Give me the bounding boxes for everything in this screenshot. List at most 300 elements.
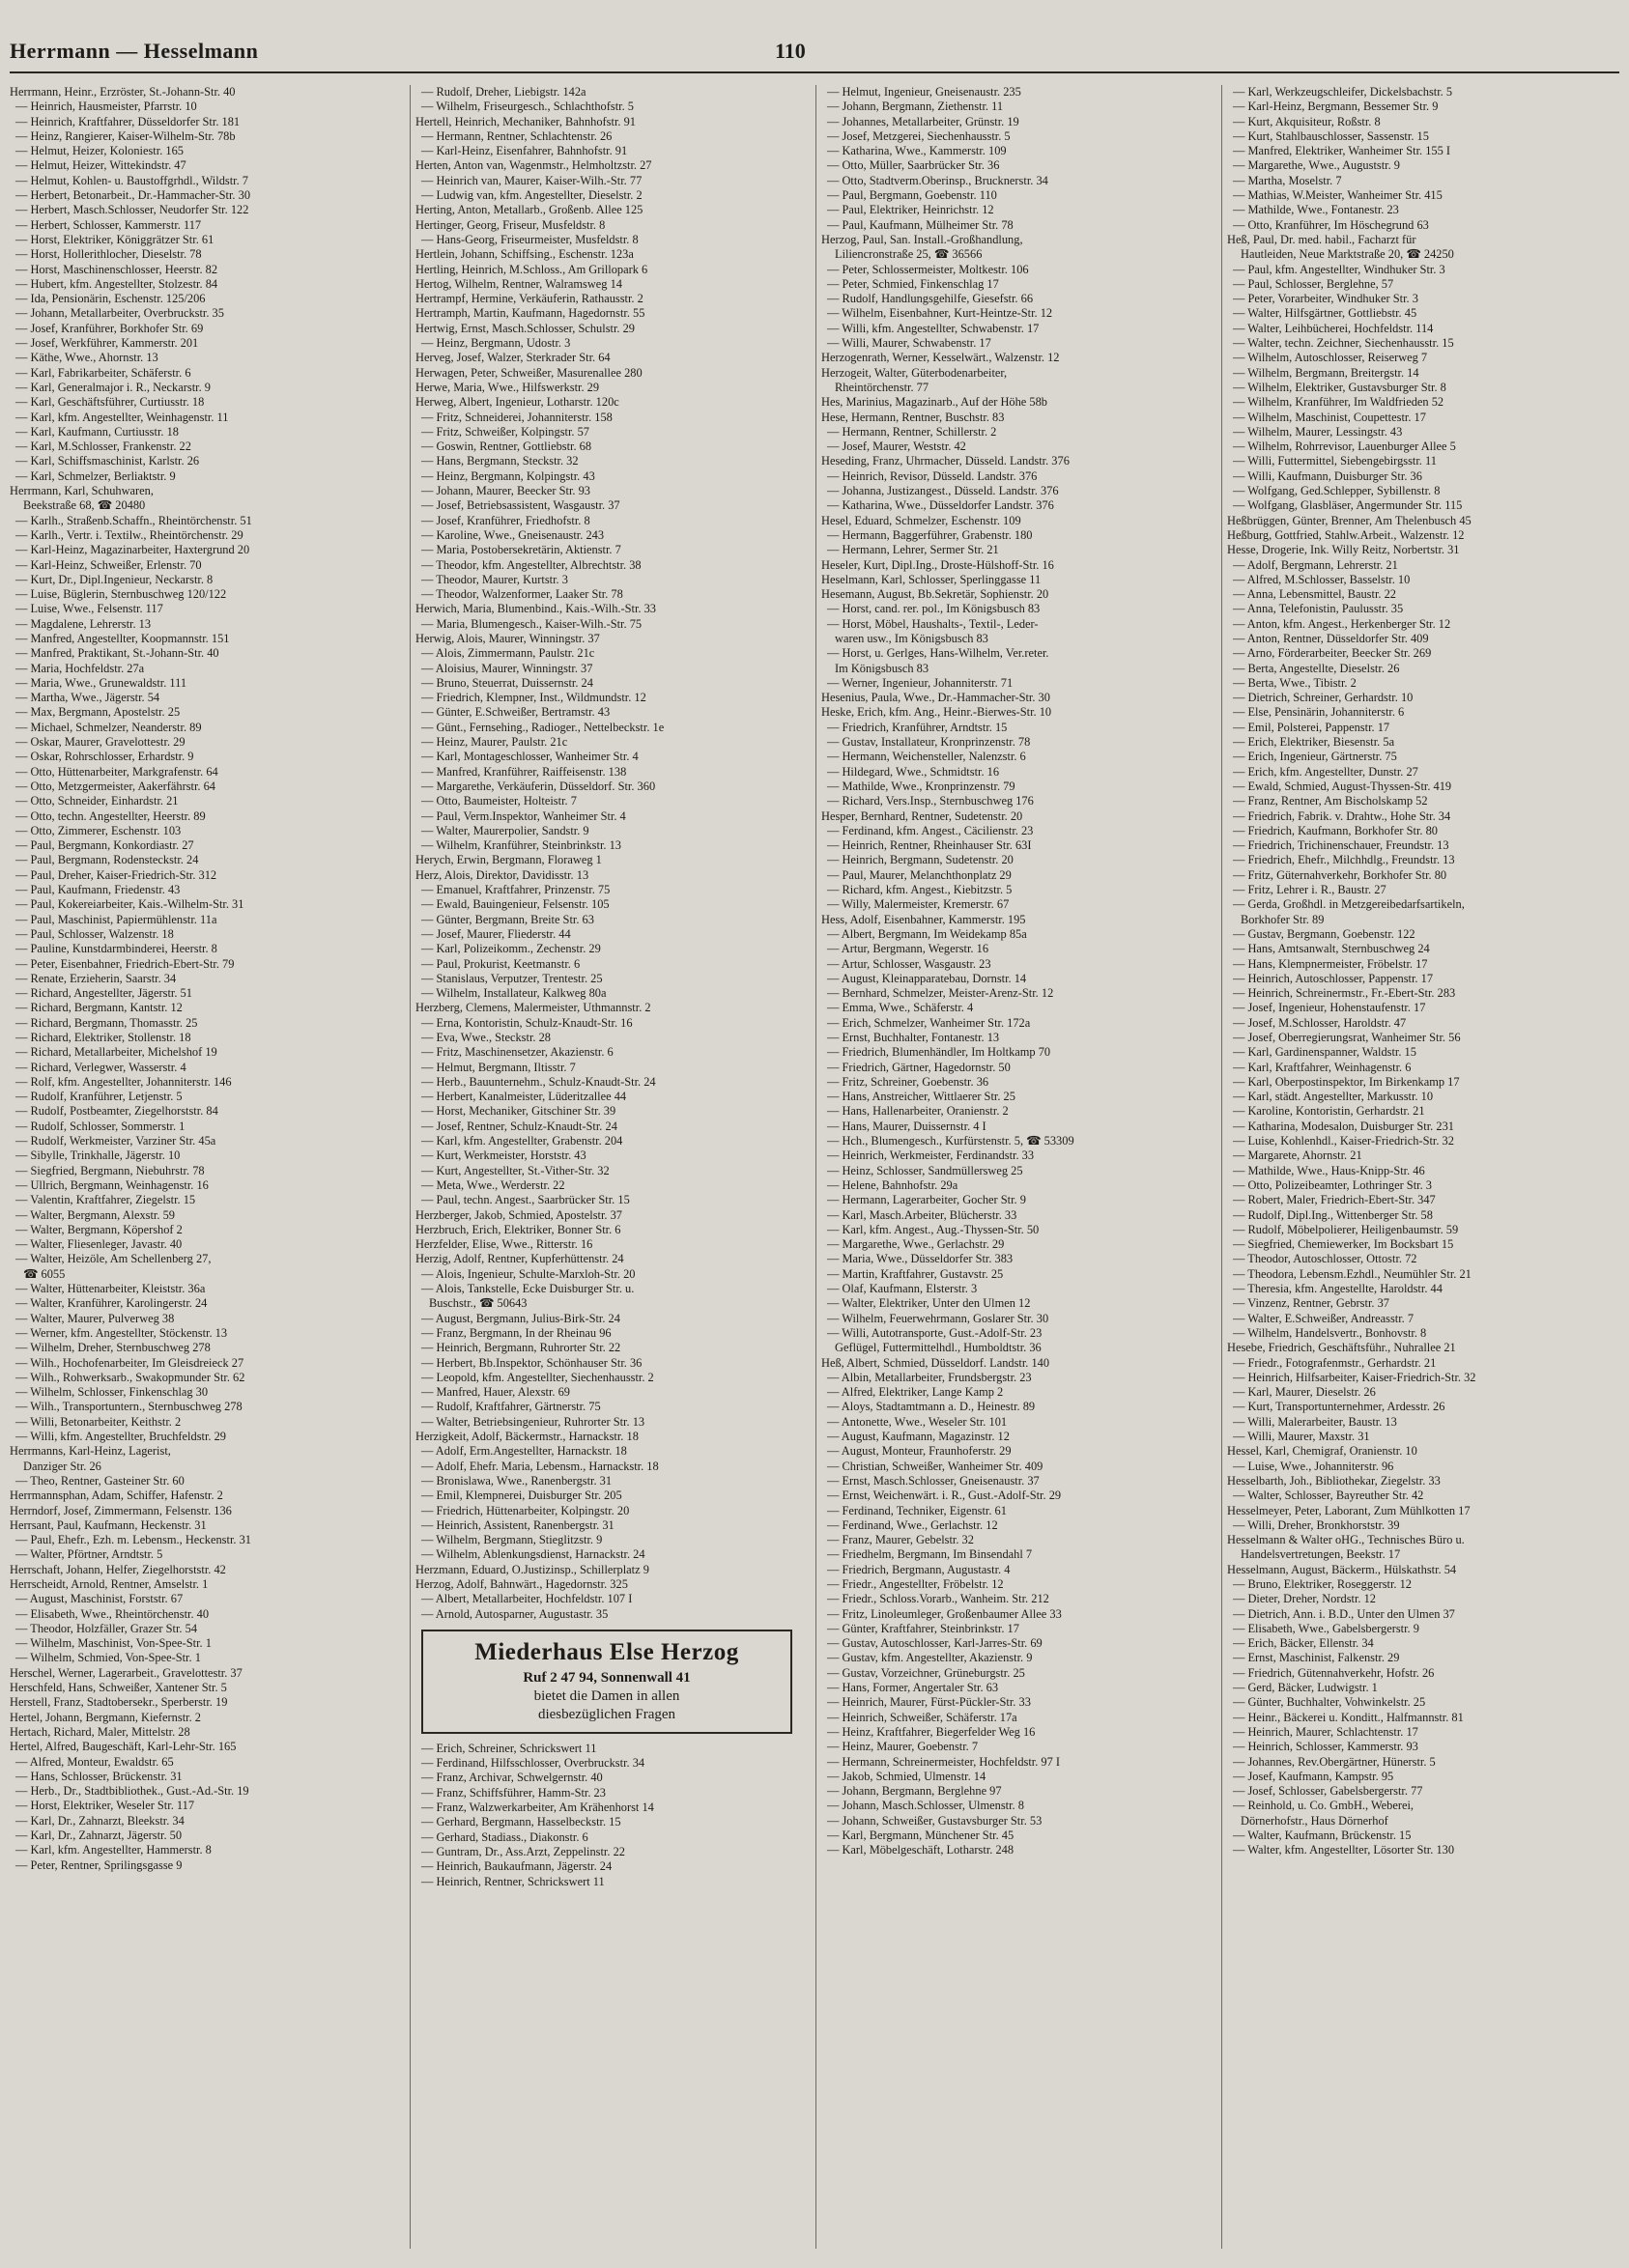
directory-entry: — Herbert, Masch.Schlosser, Neudorfer Str. 122 — [15, 203, 249, 217]
directory-entry: — Heinrich, Hilfsarbeiter, Kaiser-Friedrich-Str. 32 — [1233, 1370, 1476, 1384]
directory-entry: — Manfred, Kranführer, Raiffeisenstr. 138 — [421, 764, 627, 779]
directory-entry: — Heinrich, Assistent, Ranenbergstr. 31 — [421, 1517, 614, 1532]
directory-entry: — Franz, Rentner, Am Bischolskamp 52 — [1233, 794, 1428, 808]
directory-entry: — Ida, Pensionärin, Eschenstr. 125/206 — [15, 292, 206, 306]
directory-entry: — Ferdinand, Techniker, Eigenstr. 61 — [827, 1503, 1007, 1517]
directory-entry: — August, Bergmann, Julius-Birk-Str. 24 — [421, 1311, 620, 1325]
directory-entry: — Willi, Malerarbeiter, Baustr. 13 — [1233, 1414, 1397, 1429]
directory-entry: Herrschaft, Johann, Helfer, Ziegelhorststr. 42 — [10, 1562, 226, 1576]
directory-entry: — Wilh., Rohwerksarb., Swakopmunder Str. 62 — [15, 1370, 245, 1384]
page-title: Herrmann — Hesselmann — [10, 39, 259, 63]
directory-entry: — Karl, Oberpostinspektor, Im Birkenkamp 17 — [1233, 1074, 1460, 1089]
directory-entry: — Willi, Maurer, Schwabenstr. 17 — [827, 336, 991, 351]
directory-entry: — Heinrich, Schlosser, Kammerstr. 93 — [1233, 1740, 1418, 1754]
directory-entry: — Artur, Bergmann, Wegerstr. 16 — [827, 942, 989, 956]
directory-entry: — Adolf, Erm.Angestellter, Harnackstr. 18 — [421, 1444, 627, 1459]
directory-entry: — Ullrich, Bergmann, Weinhagenstr. 16 — [15, 1177, 209, 1192]
directory-entry: — Luise, Kohlenhdl., Kaiser-Friedrich-Str. 32 — [1233, 1134, 1454, 1148]
directory-entry: — Josef, Maurer, Weststr. 42 — [827, 439, 966, 454]
directory-entry: — Luise, Büglerin, Sternbuschweg 120/122 — [15, 587, 227, 602]
directory-entry: Herzogeit, Walter, Güterbodenarbeiter, — [821, 365, 1008, 380]
directory-entry: — Karl-Heinz, Bergmann, Bessemer Str. 9 — [1233, 99, 1439, 114]
directory-entry: — Paul, Bergmann, Konkordiastr. 27 — [15, 838, 194, 853]
directory-entry: — Theodor, Walzenformer, Laaker Str. 78 — [421, 587, 623, 602]
directory-entry: — Otto, techn. Angestellter, Heerstr. 89 — [15, 808, 206, 823]
directory-entry: — Heinr., Bäckerei u. Konditt., Halfmannstr. 81 — [1233, 1710, 1464, 1724]
directory-entry: — Johann, Metallarbeiter, Overbruckstr. 35 — [15, 306, 224, 321]
page-number: 110 — [775, 39, 806, 63]
directory-entry: — Wilhelm, Ablenkungsdienst, Harnackstr. 24 — [421, 1547, 645, 1562]
directory-entry: — Helmut, Heizer, Koloniestr. 165 — [15, 144, 184, 158]
directory-entry: Herzigkeit, Adolf, Bäckermstr., Harnackstr. 18 — [415, 1430, 639, 1444]
directory-entry: — Martin, Kraftfahrer, Gustavstr. 25 — [827, 1266, 1004, 1281]
directory-entry: — Margarethe, Wwe., Gerlachstr. 29 — [827, 1237, 1005, 1252]
directory-entry: — Alois, Zimmermann, Paulstr. 21c — [421, 646, 595, 661]
directory-entry: — Paul, Schlosser, Walzenstr. 18 — [15, 926, 174, 941]
directory-entry: — Paul, Schlosser, Berglehne, 57 — [1233, 276, 1394, 291]
directory-entry: — Karl, Schiffsmaschinist, Karlstr. 26 — [15, 454, 200, 468]
directory-entry: — Wilhelm, Rohrrevisor, Lauenburger Allee 5 — [1233, 439, 1456, 454]
directory-entry: — Goswin, Rentner, Gottliebstr. 68 — [421, 439, 592, 454]
directory-entry: — Horst, cand. rer. pol., Im Königsbusch 83 — [827, 602, 1041, 616]
directory-entry: — Johann, Schweißer, Gustavsburger Str. 53 — [827, 1813, 1043, 1828]
directory-entry: — Friedr., Schloss.Vorarb., Wanheim. Str. 212 — [827, 1592, 1049, 1606]
directory-entry: Herrscheidt, Arnold, Rentner, Amselstr. 1 — [10, 1576, 209, 1591]
directory-entry: Herrmannsphan, Adam, Schiffer, Hafenstr. 2 — [10, 1488, 223, 1503]
directory-entry: — Anton, Rentner, Düsseldorfer Str. 409 — [1233, 631, 1429, 645]
directory-entry: — Richard, Elektriker, Stollenstr. 18 — [15, 1031, 191, 1044]
directory-entry: — Richard, Angestellter, Jägerstr. 51 — [15, 986, 192, 1001]
directory-entry: — Karl, kfm. Angestellter, Grabenstr. 204 — [421, 1134, 623, 1148]
directory-entry: — Günter, Bergmann, Breite Str. 63 — [421, 912, 594, 926]
directory-entry: — Dietrich, Ann. i. B.D., Unter den Ulmen 37 — [1233, 1606, 1455, 1621]
directory-entry: — Paul, Kaufmann, Friedenstr. 43 — [15, 883, 181, 897]
directory-entry: — Josef, Kranführer, Borkhofer Str. 69 — [15, 321, 204, 335]
directory-entry: — Paul, Maurer, Melanchthonplatz 29 — [827, 867, 1012, 882]
directory-entry: — Karl, Fabrikarbeiter, Schäferstr. 6 — [15, 365, 191, 380]
page-header — [10, 39, 1619, 73]
directory-entry: — Ernst, Maschinist, Falkenstr. 29 — [1233, 1651, 1400, 1665]
directory-entry: — Walter, kfm. Angestellter, Lösorter Str. 130 — [1233, 1843, 1455, 1857]
directory-entry: Hessel, Karl, Chemigraf, Oranienstr. 10 — [1227, 1444, 1417, 1459]
directory-entry: — Fritz, Maschinensetzer, Akazienstr. 6 — [421, 1045, 614, 1060]
directory-entry: — Helmut, Kohlen- u. Baustoffgrhdl., Wildstr. 7 — [15, 173, 248, 187]
directory-entry: — Otto, Baumeister, Holteistr. 7 — [421, 794, 577, 808]
directory-entry: — Paul, Kokereiarbeiter, Kais.-Wilhelm-Str. 31 — [15, 897, 244, 912]
directory-entry: — Peter, Eisenbahner, Friedrich-Ebert-Str. 79 — [15, 956, 235, 971]
directory-entry: — Arnold, Autosparner, Augustastr. 35 — [421, 1606, 609, 1621]
directory-entry: — Maria, Wwe., Grunewaldstr. 111 — [15, 675, 187, 690]
directory-entry: — Paul, Ehefr., Ezh. m. Lebensm., Heckenstr. 31 — [15, 1533, 251, 1547]
column-4 — [1227, 85, 1617, 2258]
directory-entry: — Rudolf, Schlosser, Sommerstr. 1 — [15, 1119, 186, 1133]
directory-entry: Herwig, Alois, Maurer, Winningstr. 37 — [415, 631, 600, 645]
directory-entry: Dörnerhofstr., Haus Dörnerhof — [1241, 1813, 1388, 1828]
directory-entry: — Emil, Polsterei, Pappenstr. 17 — [1233, 720, 1390, 734]
directory-entry: — Herbert, Schlosser, Kammerstr. 117 — [15, 217, 202, 232]
directory-entry: — Gustav, Bergmann, Goebenstr. 122 — [1233, 926, 1415, 941]
directory-entry: — Heinz, Bergmann, Udostr. 3 — [421, 336, 571, 351]
directory-entry: — Wolfgang, Ged.Schlepper, Sybillenstr. 8 — [1233, 484, 1441, 498]
directory-entry: Hertlein, Johann, Schiffsing., Eschenstr. 123a — [415, 247, 634, 262]
directory-entry: — Bruno, Elektriker, Roseggerstr. 12 — [1233, 1576, 1412, 1591]
directory-entry: — Franz, Bergmann, In der Rheinau 96 — [421, 1325, 612, 1340]
directory-entry: Hertell, Heinrich, Mechaniker, Bahnhofstr. 91 — [415, 114, 636, 128]
directory-entry: — Gustav, Vorzeichner, Grüneburgstr. 25 — [827, 1665, 1025, 1680]
directory-entry: — Erich, Elektriker, Biesenstr. 5a — [1233, 735, 1395, 750]
directory-entry: — Gerda, Großhdl. in Metzgereibedarfsartikeln, — [1233, 897, 1465, 912]
directory-entry: — Wilhelm, Handelsvertr., Bonhovstr. 8 — [1233, 1325, 1427, 1340]
directory-entry: — Hans, Klempnermeister, Fröbelstr. 17 — [1233, 956, 1428, 971]
directory-entry: — Karl, Kaufmann, Curtiusstr. 18 — [15, 424, 179, 439]
directory-entry: — Friedrich, Kranführer, Arndtstr. 15 — [827, 720, 1008, 734]
directory-entry: Herveg, Josef, Walzer, Sterkrader Str. 64 — [415, 351, 611, 365]
directory-entry: — Heinrich, Rentner, Schrickswert 11 — [421, 1874, 605, 1888]
directory-entry: — Werner, kfm. Angestellter, Stöckenstr. 13 — [15, 1325, 228, 1340]
directory-entry: Heselmann, Karl, Schlosser, Sperlinggasse 11 — [821, 572, 1042, 586]
directory-entry: — Johannes, Metallarbeiter, Grünstr. 19 — [827, 114, 1019, 128]
directory-entry: — Dietrich, Schreiner, Gerhardstr. 10 — [1233, 691, 1414, 705]
advertisement-text-1: bietet die Damen in allen — [533, 1687, 680, 1704]
directory-entry: — Heinz, Rangierer, Kaiser-Wilhelm-Str. 78b — [15, 128, 236, 143]
directory-entry: — Wilhelm, Schmied, Von-Spee-Str. 1 — [15, 1651, 201, 1665]
directory-entry: — Helene, Bahnhofstr. 29a — [827, 1177, 958, 1192]
directory-entry: — Karl, Geschäftsführer, Curtiusstr. 18 — [15, 395, 205, 410]
directory-entry: Herschfeld, Hans, Schweißer, Xantener Str. 5 — [10, 1681, 227, 1695]
directory-entry: — Willi, kfm. Angestellter, Schwabenstr. 17 — [827, 321, 1040, 335]
directory-entry: — Heinrich, Rentner, Rheinhauser Str. 63I — [827, 838, 1032, 853]
directory-entry: — Karlh., Straßenb.Schaffn., Rheintörchenstr. 51 — [15, 513, 252, 527]
directory-entry: — Fritz, Linoleumleger, Großenbaumer Allee 33 — [827, 1606, 1062, 1621]
advertisement-phone: Ruf 2 47 94, Sonnenwall 41 — [523, 1669, 691, 1686]
directory-entry: — Hildegard, Wwe., Schmidtstr. 16 — [827, 764, 1000, 779]
directory-entry: — Günt., Fernsehing., Radioger., Nettelbeckstr. 1e — [421, 720, 665, 734]
directory-entry: — Wilhelm, Bergmann, Breitergstr. 14 — [1233, 365, 1419, 380]
directory-entry: — Magdalene, Lehrerstr. 13 — [15, 616, 152, 631]
directory-entry: — Kurt, Werkmeister, Horststr. 43 — [421, 1148, 586, 1163]
directory-entry: — Peter, Schmied, Finkenschlag 17 — [827, 276, 999, 291]
directory-entry: — Richard, Metallarbeiter, Michelshof 19 — [15, 1045, 217, 1060]
directory-entry: — Stanislaus, Verputzer, Trentestr. 25 — [421, 971, 603, 985]
directory-entry: — Günter, E.Schweißer, Bertramstr. 43 — [421, 705, 611, 720]
directory-entry: — Heinrich, Baukaufmann, Jägerstr. 24 — [421, 1859, 613, 1874]
directory-entry: — Rudolf, Dipl.Ing., Wittenberger Str. 58 — [1233, 1207, 1433, 1222]
directory-entry: — Walter, Bergmann, Köpershof 2 — [15, 1222, 183, 1236]
directory-entry: — Erich, Schmelzer, Wanheimer Str. 172a — [827, 1015, 1031, 1030]
directory-entry: Hertrampf, Hermine, Verkäuferin, Rathausstr. 2 — [415, 292, 643, 306]
directory-entry: — Max, Bergmann, Apostelstr. 25 — [15, 705, 181, 720]
directory-entry: — Otto, Stadtverm.Oberinsp., Brucknerstr. 34 — [827, 173, 1048, 187]
directory-entry: — Friedhelm, Bergmann, Im Binsendahl 7 — [827, 1547, 1033, 1562]
directory-entry: — Fritz, Schweißer, Kolpingstr. 57 — [421, 424, 589, 439]
directory-entry: — Hermann, Lagerarbeiter, Gocher Str. 9 — [827, 1193, 1026, 1207]
directory-entry: — Otto, Müller, Saarbrücker Str. 36 — [827, 158, 1000, 173]
directory-entry: — Josef, M.Schlosser, Haroldstr. 47 — [1233, 1015, 1407, 1030]
directory-entry: — Karl, Generalmajor i. R., Neckarstr. 9 — [15, 380, 211, 394]
directory-entry: — August, Kleinapparatebau, Dornstr. 14 — [827, 971, 1027, 985]
directory-entry: — Wilhelm, Kranführer, Im Waldfrieden 52 — [1233, 395, 1444, 410]
directory-entry: — Karlh., Vertr. i. Textilw., Rheintörchenstr. 29 — [15, 527, 243, 542]
directory-entry: Herting, Anton, Metallarb., Großenb. Allee 125 — [415, 203, 643, 217]
directory-entry: — Gerhard, Bergmann, Hasselbeckstr. 15 — [421, 1815, 621, 1829]
directory-entry: — Karoline, Kontoristin, Gerhardstr. 21 — [1233, 1104, 1425, 1119]
directory-entry: — Maria, Hochfeldstr. 27a — [15, 661, 145, 675]
directory-entry: — Paul, Elektriker, Heinrichstr. 12 — [827, 203, 994, 217]
directory-entry: ☎ 6055 — [23, 1266, 66, 1281]
directory-entry: — Theodor, Holzfäller, Grazer Str. 54 — [15, 1621, 198, 1635]
directory-entry: — Wilh., Transportuntern., Sternbuschweg 278 — [15, 1400, 243, 1414]
directory-entry: Herzig, Adolf, Rentner, Kupferhüttenstr. 24 — [415, 1252, 624, 1266]
directory-entry: — Maria, Postobersekretärin, Aktienstr. 7 — [421, 543, 621, 557]
directory-entry: — Friedrich, Klempner, Inst., Wildmundstr. 12 — [421, 691, 646, 705]
directory-entry: — Manfred, Hauer, Alexstr. 69 — [421, 1385, 571, 1400]
directory-entry: — Katharina, Modesalon, Duisburger Str. 231 — [1233, 1119, 1454, 1133]
directory-entry: Herten, Anton van, Wagenmstr., Helmholtzstr. 27 — [415, 158, 652, 173]
directory-entry: Heß, Albert, Schmied, Düsseldorf. Landstr. 140 — [821, 1355, 1050, 1370]
directory-entry: — Theodor, Autoschlosser, Ottostr. 72 — [1233, 1252, 1417, 1266]
directory-entry: — Wilhelm, Maschinist, Von-Spee-Str. 1 — [15, 1636, 212, 1651]
directory-entry: — Karl, Bergmann, Münchener Str. 45 — [827, 1829, 1015, 1843]
directory-entry: — Karl, kfm. Angest., Aug.-Thyssen-Str. 50 — [827, 1222, 1040, 1236]
directory-entry: — Wilhelm, Eisenbahner, Kurt-Heintze-Str. 12 — [827, 306, 1053, 321]
directory-entry: — Oskar, Maurer, Gravelottestr. 29 — [15, 735, 186, 750]
advertisement-title: Miederhaus Else Herzog — [474, 1638, 739, 1665]
directory-entry: — Kurt, Akquisiteur, Roßstr. 8 — [1233, 114, 1381, 128]
directory-entry: — Hermann, Weichensteller, Nalenzstr. 6 — [827, 750, 1026, 764]
directory-entry: — Karl, Dr., Zahnarzt, Bleekstr. 34 — [15, 1813, 185, 1828]
directory-entry: — Adolf, Bergmann, Lehrerstr. 21 — [1233, 557, 1398, 572]
directory-entry: — Wilhelm, Kranführer, Steinbrinkstr. 13 — [421, 838, 621, 853]
directory-entry: Herych, Erwin, Bergmann, Floraweg 1 — [415, 853, 602, 867]
directory-entry: waren usw., Im Königsbusch 83 — [835, 631, 988, 645]
directory-entry: — Josef, Kaufmann, Kampstr. 95 — [1233, 1769, 1394, 1783]
directory-entry: — Hermann, Rentner, Schlachtenstr. 26 — [421, 128, 613, 143]
directory-entry: — Karl, Werkzeugschleifer, Dickelsbachstr. 5 — [1233, 85, 1453, 99]
directory-entry: — Herbert, Betonarbeit., Dr.-Hammacher-Str. 30 — [15, 188, 251, 203]
directory-entry: — Erich, kfm. Angestellter, Dunstr. 27 — [1233, 764, 1418, 779]
directory-entry: — Richard, Bergmann, Thomasstr. 25 — [15, 1015, 198, 1030]
directory-entry: — Wilhelm, Dreher, Sternbuschweg 278 — [15, 1341, 211, 1355]
directory-entry: — Kurt, Angestellter, St.-Vither-Str. 32 — [421, 1163, 610, 1177]
directory-entry: — Horst, Elektriker, Königgrätzer Str. 61 — [15, 232, 214, 246]
directory-entry: — Otto, Zimmerer, Eschenstr. 103 — [15, 823, 182, 837]
directory-entry: — Heinrich, Autoschlosser, Pappenstr. 17 — [1233, 971, 1434, 985]
directory-entry: — Josef, Oberregierungsrat, Wanheimer Str. 56 — [1233, 1031, 1461, 1044]
directory-entry: — Herb., Dr., Stadtbibliothek., Gust.-Ad.-Str. 19 — [15, 1784, 249, 1799]
directory-entry: Danziger Str. 26 — [23, 1459, 101, 1473]
directory-entry: — Manfred, Elektriker, Wanheimer Str. 155 I — [1233, 144, 1451, 158]
directory-entry: — Elisabeth, Wwe., Rheintörchenstr. 40 — [15, 1606, 210, 1621]
directory-entry: — Paul, Maschinist, Papiermühlenstr. 11a — [15, 912, 217, 926]
directory-entry: — Friedrich, Blumenhändler, Im Holtkamp 70 — [827, 1045, 1051, 1060]
directory-entry: — Otto, Schneider, Einhardstr. 21 — [15, 794, 179, 808]
directory-entry: — Willi, Dreher, Bronkhorststr. 39 — [1233, 1517, 1400, 1532]
directory-entry: — Katharina, Wwe., Kammerstr. 109 — [827, 144, 1007, 158]
directory-entry: Geflügel, Futtermittelhdl., Humboldtstr. 36 — [835, 1341, 1042, 1355]
directory-entry: — Luise, Wwe., Johanniterstr. 96 — [1233, 1459, 1394, 1473]
directory-entry: — Valentin, Kraftfahrer, Ziegelstr. 15 — [15, 1193, 196, 1207]
advertisement-text-2: diesbezüglichen Fragen — [537, 1706, 676, 1722]
directory-entry: — Hans-Georg, Friseurmeister, Musfeldstr. 8 — [421, 232, 639, 246]
directory-entry: — Antonette, Wwe., Weseler Str. 101 — [827, 1414, 1008, 1429]
directory-entry: Heske, Erich, kfm. Ang., Heinr.-Bierwes-Str. 10 — [821, 705, 1052, 720]
directory-entry: — Theodora, Lebensm.Ezhdl., Neumühler Str. 21 — [1233, 1266, 1472, 1281]
directory-entry: — Friedrich, Ehefr., Milchhdlg., Freundstr. 13 — [1233, 853, 1455, 867]
directory-entry: — Karl, kfm. Angestellter, Hammerstr. 8 — [15, 1843, 212, 1857]
column-3 — [821, 85, 1212, 2258]
directory-entry: — Gustav, Installateur, Kronprinzenstr. 78 — [827, 735, 1031, 750]
directory-entry: — Albin, Metallarbeiter, Frundsbergstr. 23 — [827, 1370, 1032, 1384]
directory-entry: — Richard, kfm. Angest., Kiebitzstr. 5 — [827, 883, 1013, 897]
directory-entry: — Kurt, Dr., Dipl.Ingenieur, Neckarstr. 8 — [15, 572, 214, 586]
directory-entry: Heseler, Kurt, Dipl.Ing., Droste-Hülshoff-Str. 16 — [821, 557, 1054, 572]
directory-entry: Herweg, Albert, Ingenieur, Lotharstr. 120c — [415, 395, 619, 410]
directory-entry: — Paul, Kaufmann, Mülheimer Str. 78 — [827, 217, 1014, 232]
directory-entry: — Otto, Polizeibeamter, Lothringer Str. 3 — [1233, 1177, 1432, 1192]
directory-entry: Borkhofer Str. 89 — [1241, 912, 1325, 926]
directory-entry: — Rudolf, Postbeamter, Ziegelhorststr. 84 — [15, 1104, 218, 1119]
directory-entry: Beekstraße 68, ☎ 20480 — [23, 498, 146, 513]
directory-entry: — Friedrich, Hüttenarbeiter, Kolpingstr. 20 — [421, 1503, 630, 1517]
directory-entry: — Heinz, Maurer, Paulstr. 21c — [421, 735, 568, 750]
directory-entry: — Erich, Ingenieur, Gärtnerstr. 75 — [1233, 750, 1397, 764]
directory-entry: — Alfred, M.Schlosser, Basselstr. 10 — [1233, 572, 1411, 586]
directory-entry: — Willi, Autotransporte, Gust.-Adolf-Str. 23 — [827, 1325, 1043, 1340]
directory-entry: — Martha, Wwe., Jägerstr. 54 — [15, 691, 160, 705]
directory-entry: — Emma, Wwe., Schäferstr. 4 — [827, 1001, 974, 1015]
directory-entry: — Ernst, Masch.Schlosser, Gneisenaustr. 37 — [827, 1473, 1040, 1488]
directory-entry: — Ferdinand, kfm. Angest., Cäcilienstr. 23 — [827, 823, 1034, 837]
directory-entry: — Josef, Betriebsassistent, Wasgaustr. 37 — [421, 498, 620, 513]
directory-entry: — Heinz, Maurer, Goebenstr. 7 — [827, 1740, 979, 1754]
directory-entry: — Else, Pensinärin, Johanniterstr. 6 — [1233, 705, 1405, 720]
directory-entry: — Helmut, Ingenieur, Gneisenaustr. 235 — [827, 85, 1021, 99]
directory-entry: — Rudolf, Handlungsgehilfe, Giesefstr. 66 — [827, 292, 1034, 306]
directory-entry: Hesemann, August, Bb.Sekretär, Sophienstr. 20 — [821, 587, 1049, 602]
directory-entry: — Walter, Fliesenleger, Javastr. 40 — [15, 1237, 183, 1252]
directory-entry: — Bruno, Steuerrat, Duissernstr. 24 — [421, 675, 593, 690]
directory-entry: — Wilhelm, Maurer, Lessingstr. 43 — [1233, 424, 1403, 439]
directory-entry: — Alfred, Elektriker, Lange Kamp 2 — [827, 1385, 1004, 1400]
directory-entry: — Ludwig van, kfm. Angestellter, Dieselstr. 2 — [421, 188, 643, 203]
directory-entry: Im Königsbusch 83 — [835, 661, 929, 675]
directory-entry: — Peter, Schlossermeister, Moltkestr. 106 — [827, 262, 1029, 276]
directory-entry: — Karl, Polizeikomm., Zechenstr. 29 — [421, 942, 601, 956]
directory-entry: — Heinrich, Hausmeister, Pfarrstr. 10 — [15, 99, 197, 114]
directory-entry: — Horst, Elektriker, Weseler Str. 117 — [15, 1799, 195, 1813]
directory-entry: — Paul, Bergmann, Rodensteckstr. 24 — [15, 853, 199, 867]
directory-entry: — Walter, Betriebsingenieur, Ruhrorter Str. 13 — [421, 1414, 645, 1429]
directory-entry: — Franz, Maurer, Gebelstr. 32 — [827, 1533, 974, 1547]
directory-entry: — Anna, Lebensmittel, Baustr. 22 — [1233, 587, 1396, 602]
directory-entry: Hesper, Bernhard, Rentner, Sudetenstr. 20 — [821, 808, 1023, 823]
directory-entry: — Alfred, Monteur, Ewaldstr. 65 — [15, 1754, 174, 1769]
directory-entry: — Alois, Tankstelle, Ecke Duisburger Str. u. — [421, 1282, 635, 1296]
directory-entry: — Johannes, Rev.Obergärtner, Hünerstr. 5 — [1233, 1754, 1436, 1769]
directory-entry: — Karl, Masch.Arbeiter, Blücherstr. 33 — [827, 1207, 1017, 1222]
directory-entry: — Günter, Kraftfahrer, Steinbrinkstr. 17 — [827, 1621, 1019, 1635]
directory-entry: — Paul, Dreher, Kaiser-Friedrich-Str. 312 — [15, 867, 217, 882]
directory-entry: Hesselmann & Walter oHG., Technisches Büro u. — [1227, 1533, 1465, 1547]
directory-entry: — Hermann, Rentner, Schillerstr. 2 — [827, 424, 997, 439]
directory-entry: — Mathilde, Wwe., Kronprinzenstr. 79 — [827, 779, 1015, 793]
directory-entry: — Josef, Maurer, Fliederstr. 44 — [421, 926, 571, 941]
directory-entry: — Walter, techn. Zeichner, Siechenhausstr. 15 — [1233, 336, 1454, 351]
directory-entry: — Ernst, Buchhalter, Fontanestr. 13 — [827, 1031, 1000, 1044]
directory-entry: — Rudolf, Möbelpolierer, Heiligenbaumstr. 59 — [1233, 1222, 1459, 1236]
directory-entry: — Heinz, Bergmann, Kolpingstr. 43 — [421, 468, 595, 483]
directory-entry: — Katharina, Wwe., Düsseldorfer Landstr. 376 — [827, 498, 1054, 513]
directory-entry: Herzfelder, Elise, Wwe., Ritterstr. 16 — [415, 1237, 593, 1252]
directory-entry: — Karl, Maurer, Dieselstr. 26 — [1233, 1385, 1376, 1400]
directory-entry: — Hubert, kfm. Angestellter, Stolzestr. 84 — [15, 276, 218, 291]
directory-entry: — Herb., Bauunternehm., Schulz-Knaudt-Str. 24 — [421, 1074, 656, 1089]
directory-entry: — Karl, Gardinenspanner, Waldstr. 15 — [1233, 1045, 1416, 1060]
directory-entry: — Heinrich, Maurer, Fürst-Pückler-Str. 33 — [827, 1695, 1031, 1710]
directory-entry: — Paul, Verm.Inspektor, Wanheimer Str. 4 — [421, 808, 626, 823]
directory-entry: — Fritz, Schreiner, Goebenstr. 36 — [827, 1074, 989, 1089]
directory-entry: Hertel, Johann, Bergmann, Kiefernstr. 2 — [10, 1710, 201, 1724]
directory-entry: Hautleiden, Neue Marktstraße 20, ☎ 24250 — [1241, 247, 1454, 262]
directory-entry: — Margarethe, Wwe., Auguststr. 9 — [1233, 158, 1400, 173]
directory-entry: Herrmann, Heinr., Erzröster, St.-Johann-Str. 40 — [10, 85, 236, 99]
directory-entry: — Manfred, Praktikant, St.-Johann-Str. 40 — [15, 646, 219, 661]
directory-entry: Hertramph, Martin, Kaufmann, Hagedornstr. 55 — [415, 306, 645, 321]
directory-entry: — Karoline, Wwe., Gneisenaustr. 243 — [421, 527, 605, 542]
directory-entry: — Rolf, kfm. Angestellter, Johanniterstr. 146 — [15, 1074, 232, 1089]
directory-entry: — Margarethe, Verkäuferin, Düsseldorf. Str. 360 — [421, 779, 656, 793]
directory-entry: — Gerhard, Stadiass., Diakonstr. 6 — [421, 1829, 588, 1844]
directory-entry: Handelsvertretungen, Beekstr. 17 — [1241, 1547, 1401, 1562]
directory-entry: — Siegfried, Bergmann, Niebuhrstr. 78 — [15, 1163, 205, 1177]
directory-entry: — Heinrich van, Maurer, Kaiser-Wilh.-Str. 77 — [421, 173, 643, 187]
directory-entry: — Horst, Möbel, Haushalts-, Textil-, Leder- — [827, 616, 1039, 631]
directory-entry: — Walter, Bergmann, Alexstr. 59 — [15, 1207, 175, 1222]
directory-entry: — Ewald, Schmied, August-Thyssen-Str. 419 — [1233, 779, 1452, 793]
directory-entry: — Heinrich, Werkmeister, Ferdinandstr. 33 — [827, 1148, 1035, 1163]
directory-entry: — Horst, u. Gerlges, Hans-Wilhelm, Ver.reter. — [827, 646, 1049, 661]
directory-entry: — Helmut, Bergmann, Iltisstr. 7 — [421, 1060, 576, 1074]
directory-entry: — Wilhelm, Autoschlosser, Reiserweg 7 — [1233, 351, 1428, 365]
directory-entry: — Rudolf, Dreher, Liebigstr. 142a — [421, 85, 586, 99]
directory-entry: — Wilhelm, Installateur, Kalkweg 80a — [421, 986, 607, 1001]
directory-entry: — Karl, städt. Angestellter, Markusstr. 10 — [1233, 1090, 1434, 1104]
directory-entry: — Willi, Futtermittel, Siebengebirgsstr. 11 — [1233, 454, 1437, 468]
directory-entry: — Johann, Bergmann, Ziethenstr. 11 — [827, 99, 1004, 114]
directory-entry: — Karl, Kraftfahrer, Weinhagenstr. 6 — [1233, 1060, 1412, 1074]
directory-entry: — Karl, Dr., Zahnarzt, Jägerstr. 50 — [15, 1829, 183, 1843]
directory-entry: — Wilhelm, Friseurgesch., Schlachthofstr. 5 — [421, 99, 634, 114]
directory-entry: Herzog, Adolf, Bahnwärt., Hagedornstr. 325 — [415, 1576, 628, 1591]
directory-entry: — Heinrich, Kraftfahrer, Düsseldorfer Str. 181 — [15, 114, 241, 128]
directory-entry: — Paul, techn. Angest., Saarbrücker Str. 15 — [421, 1193, 630, 1207]
directory-entry: Hertinger, Georg, Friseur, Musfeldstr. 8 — [415, 217, 606, 232]
directory-entry: — Walter, Pförtner, Arndtstr. 5 — [15, 1547, 163, 1562]
directory-entry: — Helmut, Heizer, Wittekindstr. 47 — [15, 158, 186, 173]
directory-entry: Hertling, Heinrich, M.Schloss., Am Grillopark 6 — [415, 262, 648, 276]
directory-entry: Herzbruch, Erich, Elektriker, Bonner Str. 6 — [415, 1222, 621, 1236]
directory-entry: — Heinrich, Bergmann, Sudetenstr. 20 — [827, 853, 1014, 867]
directory-entry: — Walter, Kaufmann, Brückenstr. 15 — [1233, 1829, 1412, 1843]
directory-entry: — Margarete, Ahornstr. 21 — [1233, 1148, 1362, 1163]
directory-entry: — Johann, Bergmann, Berglehne 97 — [827, 1784, 1002, 1799]
directory-entry: — Maria, Wwe., Düsseldorfer Str. 383 — [827, 1252, 1014, 1266]
directory-entry: Hertwig, Ernst, Masch.Schlosser, Schulstr. 29 — [415, 321, 635, 335]
directory-entry: Herz, Alois, Direktor, Davidisstr. 13 — [415, 867, 589, 882]
directory-entry: — Josef, Ingenieur, Hohenstaufenstr. 17 — [1233, 1001, 1426, 1015]
directory-entry: — Hch., Blumengesch., Kurfürstenstr. 5, ☎ 53309 — [827, 1134, 1074, 1148]
directory-entry: — Paul, kfm. Angestellter, Windhuker Str. 3 — [1233, 262, 1445, 276]
